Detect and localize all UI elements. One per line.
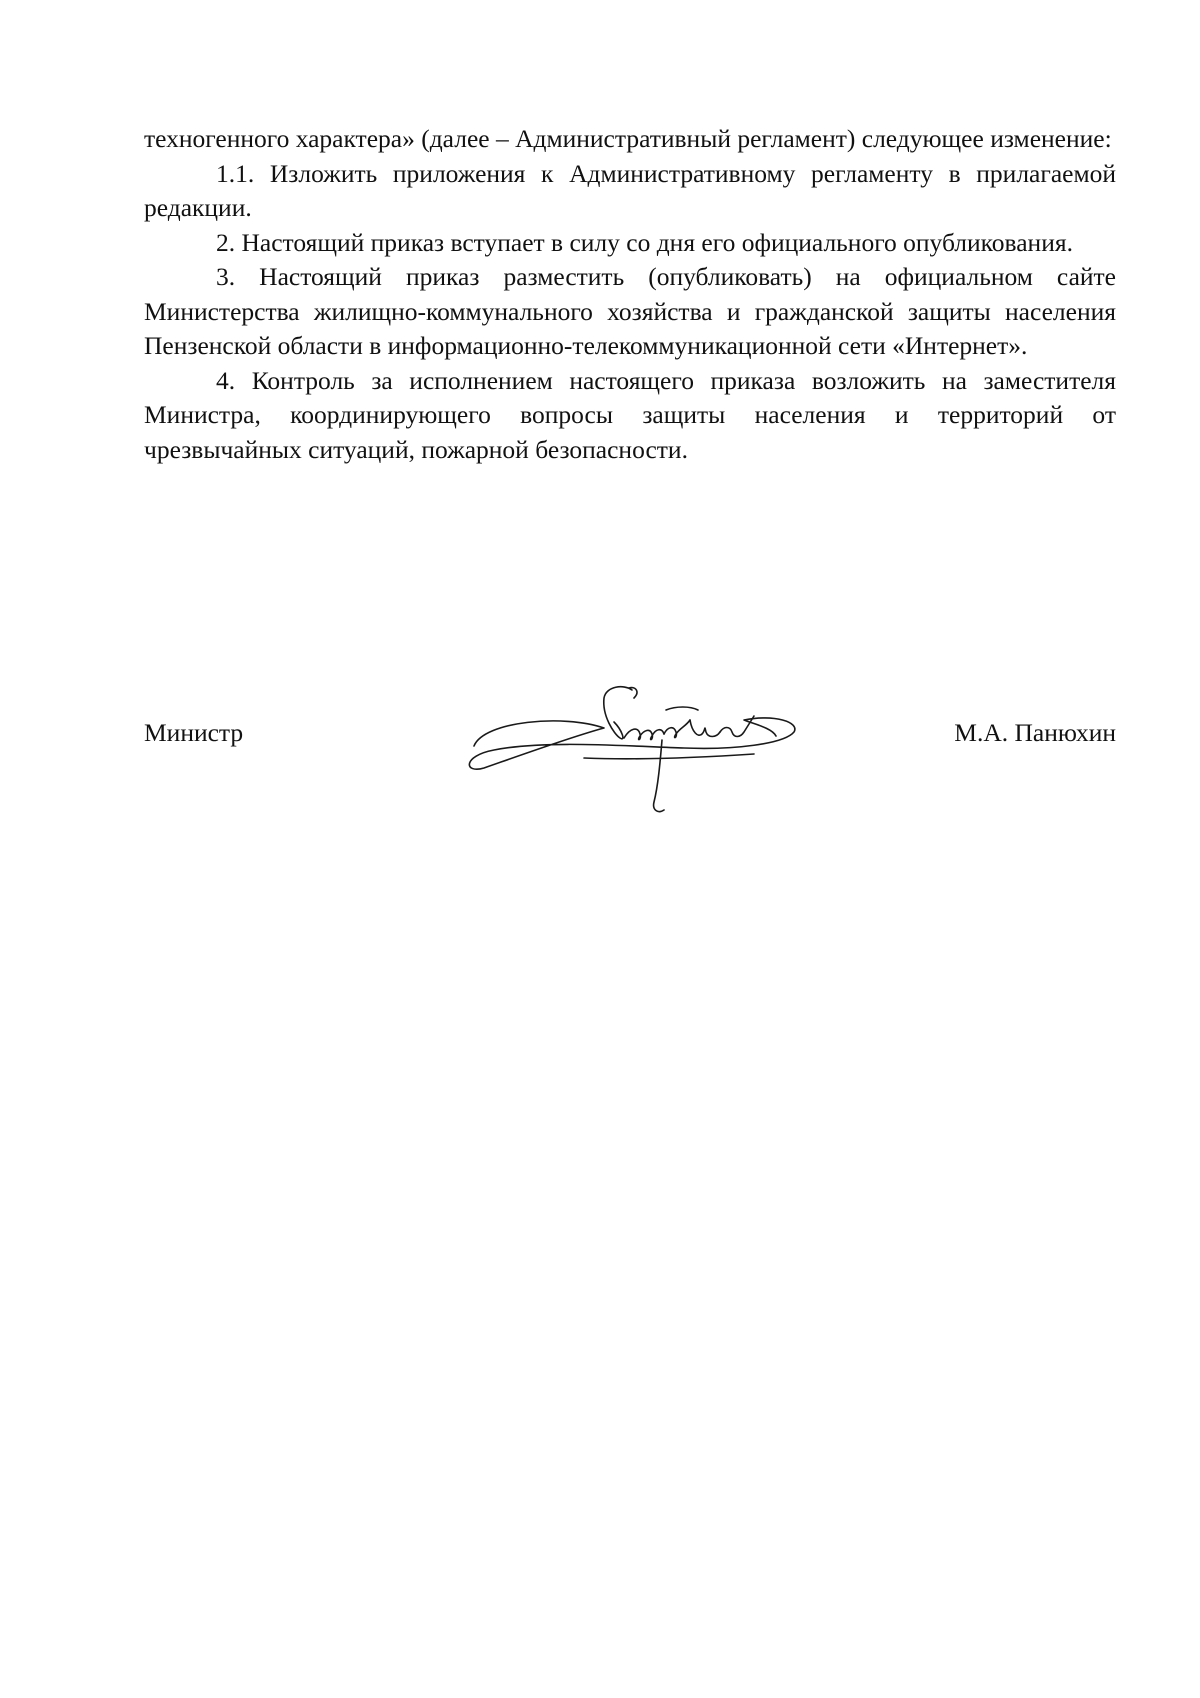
handwritten-signature [454,676,814,826]
signatory-name: М.А. Панюхин [954,718,1116,747]
paragraph-2: 2. Настоящий приказ вступает в силу со дня его официального опубликования. [216,227,1073,257]
signatory-title: Министр [144,718,244,747]
paragraph-4: 4. Контроль за исполнением настоящего приказа возложить на заместителя Министра, координирующего вопросы защиты населения и территорий от чрезвычайных ситуаций, пожарной безопасности. [144,365,1116,464]
document-body [144,122,1116,467]
paragraph-continuation: техногенного характера» (далее – Административный регламент) следующее изменение: [144,124,1112,153]
paragraph-3: 3. Настоящий приказ разместить (опубликовать) на официальном сайте Министерства жилищно-коммунального хозяйства и гражданской защиты населения Пензенской области в информационно-телекоммуникационной сети «Интернет». [144,262,1116,360]
paragraph-1-1: 1.1. Изложить приложения к Административному регламенту в прилагаемой редакции. [144,158,1116,222]
